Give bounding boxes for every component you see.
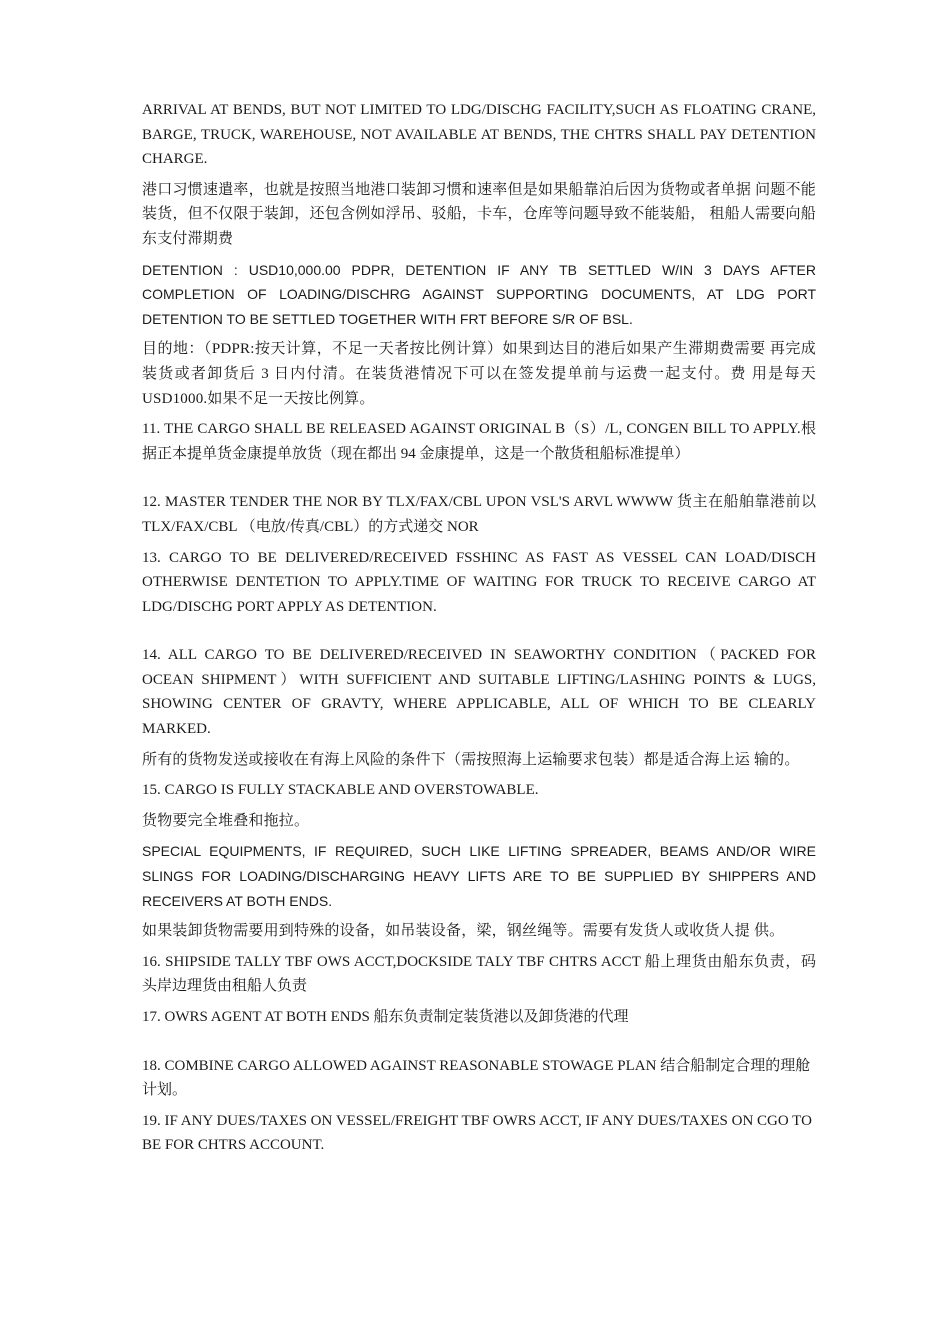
clause-19-dues-taxes: 19. IF ANY DUES/TAXES ON VESSEL/FREIGHT TBF OWRS ACCT, IF ANY DUES/TAXES ON CGO TO BE FOR CHTRS ACCOUNT. <box>142 1112 812 1154</box>
clause-detention-arrival-zh: 港口习惯速遣率，也就是按照当地港口装卸习惯和速率但是如果船靠泊后因为货物或者单据 问题不能装货，但不仅限于装卸，还包含例如浮吊、驳船，卡车，仓库等问题导致不能装船， 租船人需要向船东支付滞期费 <box>142 181 816 247</box>
clause-detention-rate-en: DETENTION : USD10,000.00 PDPR, DETENTION IF ANY TB SETTLED W/IN 3 DAYS AFTER COMPLETION OF LOADING/DISCHRG AGAINST SUPPORTING DOCUMENTS, AT LDG PORT DETENTION TO BE SETTLED TOGETHER WITH FRT BEFORE S/R OF BSL. <box>142 261 816 327</box>
clause-detention-rate-zh: 目的地：（PDPR:按天计算，不足一天者按比例计算）如果到达目的港后如果产生滞期费需要 再完成装货或者卸货后 3 日内付清。在装货港情况下可以在签发提单前与运费一起支付。费 用是每天 USD1000.如果不足一天按比例算。 <box>142 341 816 407</box>
clause-detention-arrival-en: ARRIVAL AT BENDS, BUT NOT LIMITED TO LDG/DISCHG FACILITY,SUCH AS FLOATING CRANE, BARGE, TRUCK, WAREHOUSE, NOT AVAILABLE AT BENDS, THE CHTRS SHALL PAY DETENTION CHARGE. <box>142 102 816 168</box>
clause-16-tally: 16. SHIPSIDE TALLY TBF OWS ACCT,DOCKSIDE TALY TBF CHTRS ACCT 船上理货由船东负责，码头岸边理货由租船人负责 <box>142 953 816 995</box>
clause-17-agent: 17. OWRS AGENT AT BOTH ENDS 船东负责制定装货港以及卸货港的代理 <box>142 1009 629 1025</box>
clause-12-nor-tender: 12. MASTER TENDER THE NOR BY TLX/FAX/CBL UPON VSL'S ARVL WWWW 货主在船舶靠港前以 TLX/FAX/CBL （电放/传真/CBL）的方式递交 NOR <box>142 494 816 535</box>
clause-special-equipment-zh: 如果装卸货物需要用到特殊的设备，如吊装设备，梁，钢丝绳等。需要有发货人或收货人提 供。 <box>142 923 785 940</box>
clause-special-equipment-en: SPECIAL EQUIPMENTS, IF REQUIRED, SUCH LIKE LIFTING SPREADER, BEAMS AND/OR WIRE SLINGS FOR LOADING/DISCHARGING HEAVY LIFTS ARE TO BE SUPPLIED BY SHIPPERS AND RECEIVERS AT BOTH ENDS. <box>142 843 816 909</box>
clause-13-cargo-delivery: 13. CARGO TO BE DELIVERED/RECEIVED FSSHINC AS FAST AS VESSEL CAN LOAD/DISCH OTHERWISE DENTETION TO APPLY.TIME OF WAITING FOR TRUCK TO RECEIVE CARGO AT LDG/DISCHG PORT APPLY AS DETENTION. <box>142 549 816 615</box>
clause-14-seaworthy-condition: 14. ALL CARGO TO BE DELIVERED/RECEIVED IN SEAWORTHY CONDITION（PACKED FOR OCEAN SHIPMENT）WITH SUFFICIENT AND SUITABLE LIFTING/LASHING POINTS & LUGS, SHOWING CENTER OF GRAVTY, WHERE APPLICABLE, ALL OF WHICH TO BE CLEARLY MARKED. <box>142 647 816 738</box>
clause-11-cargo-release: 11. THE CARGO SHALL BE RELEASED AGAINST ORIGINAL B（S）/L, CONGEN BILL TO APPLY.根据正本提单货金康提单放货（现在都出 94 金康提单，这是一个散货租船标准提单） <box>142 421 816 462</box>
clause-15-stackable: 15. CARGO IS FULLY STACKABLE AND OVERSTOWABLE. <box>142 782 539 799</box>
clause-18-combine-cargo: 18. COMBINE CARGO ALLOWED AGAINST REASONABLE STOWAGE PLAN 结合船制定合理的理舱计划。 <box>142 1057 811 1099</box>
clause-15-zh: 货物要完全堆叠和拖拉。 <box>142 812 310 829</box>
clause-14-zh: 所有的货物发送或接收在有海上风险的条件下（需按照海上运输要求包装）都是适合海上运 输的。 <box>142 751 800 768</box>
